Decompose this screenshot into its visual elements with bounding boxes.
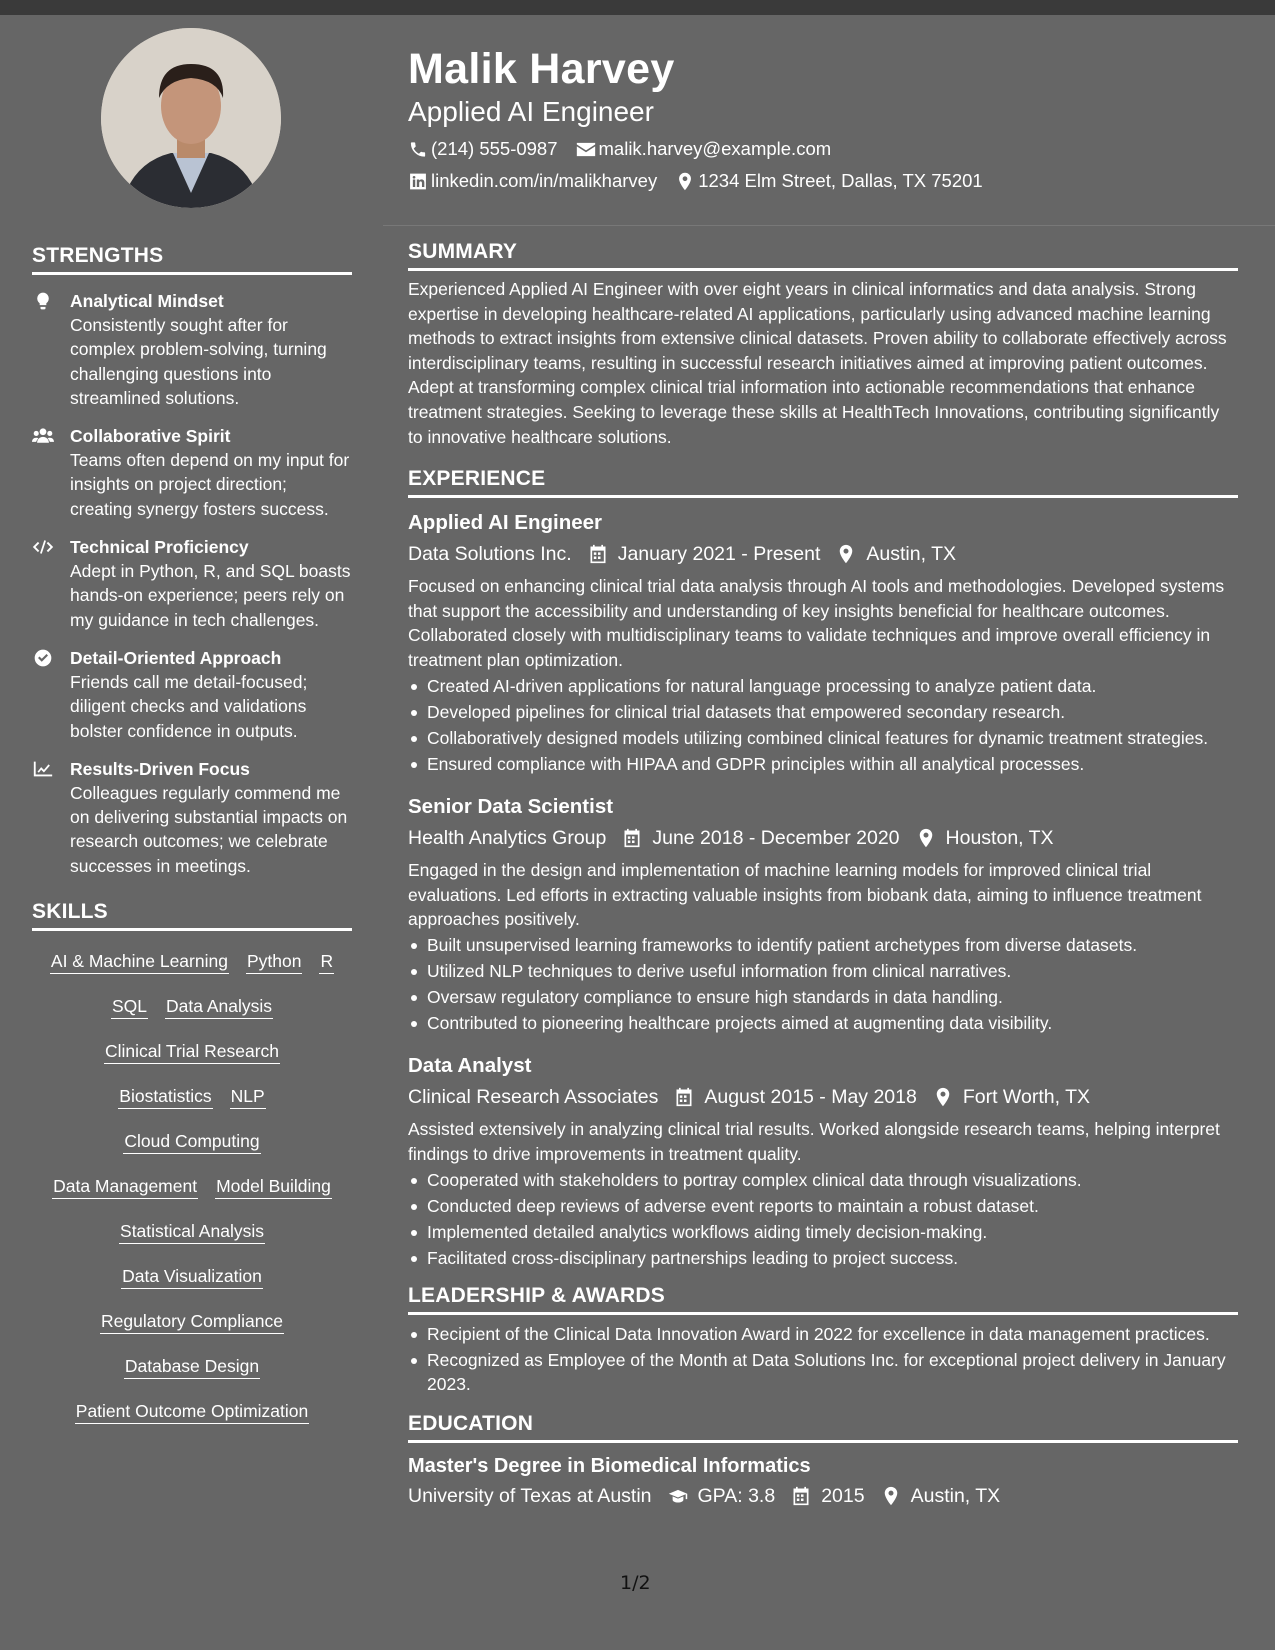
avatar	[101, 28, 281, 208]
degree-title: Master's Degree in Biomedical Informatics	[408, 1454, 811, 1477]
strength-title: Detail-Oriented Approach	[70, 647, 282, 668]
chart-line-icon	[32, 757, 70, 878]
candidate-role: Applied AI Engineer	[408, 96, 654, 127]
job-title: Senior Data Scientist	[408, 794, 614, 818]
list-item: Recognized as Employee of the Month at Data Solutions Inc. for exceptional project delivery in January 2023.	[408, 1348, 1238, 1397]
graduation-cap-icon	[668, 1486, 688, 1506]
strength-item	[32, 535, 352, 632]
strengths-heading: STRENGTHS	[32, 244, 352, 275]
email-contact[interactable]	[576, 137, 832, 161]
job-entry	[408, 793, 1238, 1036]
right-column	[408, 240, 1238, 1509]
linkedin-text[interactable]: linkedin.com/in/malikharvey	[431, 170, 658, 191]
strength-item	[32, 646, 352, 743]
map-marker-icon	[916, 828, 936, 848]
candidate-name: Malik Harvey	[408, 45, 675, 93]
awards-list	[408, 1322, 1238, 1397]
map-marker-icon	[881, 1486, 901, 1506]
job-dates: August 2015 - May 2018	[704, 1086, 917, 1109]
skills-list	[32, 939, 352, 1434]
list-item: Facilitated cross-disciplinary partnerships leading to project success.	[408, 1246, 1238, 1271]
skill-tag: Data Visualization	[121, 1265, 263, 1289]
job-company: Clinical Research Associates	[408, 1086, 659, 1109]
envelope-icon	[576, 140, 596, 159]
job-bullets	[408, 933, 1238, 1036]
job-location: Fort Worth, TX	[962, 1086, 1090, 1109]
education-section	[408, 1412, 1238, 1509]
linkedin-icon	[408, 172, 428, 191]
phone-contact	[408, 137, 558, 161]
job-title: Data Analyst	[408, 1054, 532, 1078]
top-bar	[0, 0, 1275, 15]
phone-icon	[408, 140, 428, 159]
school-name: University of Texas at Austin	[408, 1484, 652, 1507]
list-item: Conducted deep reviews of adverse event reports to maintain a robust dataset.	[408, 1194, 1238, 1219]
list-item: Recipient of the Clinical Data Innovation Award in 2022 for excellence in data management practices.	[408, 1322, 1238, 1347]
job-description: Assisted extensively in analyzing clinical trial results. Worked alongside research teams, helping interpret findings to drive improvements in treatment quality.	[408, 1119, 1220, 1164]
job-title: Applied AI Engineer	[408, 511, 603, 535]
job-entry	[408, 1052, 1238, 1271]
code-icon	[32, 535, 70, 632]
strength-title: Results-Driven Focus	[70, 758, 250, 779]
job-location: Austin, TX	[866, 543, 956, 566]
skill-tag: AI & Machine Learning	[50, 950, 229, 974]
resume-header	[408, 42, 1238, 193]
map-marker-icon	[836, 544, 856, 564]
skill-tag: Cloud Computing	[123, 1130, 260, 1154]
skill-tag: Database Design	[124, 1355, 260, 1379]
job-dates: January 2021 - Present	[617, 543, 821, 566]
list-item: Implemented detailed analytics workflows aiding timely decision-making.	[408, 1220, 1238, 1245]
school-location: Austin, TX	[910, 1484, 1001, 1507]
page-number: 1/2	[620, 1572, 651, 1594]
strength-desc: Colleagues regularly commend me on delivering substantial impacts on research outcomes; we celebrate successes in meetings.	[70, 782, 348, 876]
job-entry	[408, 509, 1238, 777]
strength-item	[32, 289, 352, 410]
address-contact	[675, 169, 983, 193]
job-company: Health Analytics Group	[408, 826, 607, 849]
strength-title: Collaborative Spirit	[70, 426, 231, 447]
skill-tag: Regulatory Compliance	[100, 1310, 284, 1334]
lightbulb-icon	[32, 289, 70, 410]
job-company: Data Solutions Inc.	[408, 543, 572, 566]
summary-text: Experienced Applied AI Engineer with over eight years in clinical informatics and data analysis. Strong expertise in developing healthcare-related AI applications, particularly using advanced machine learning methods to extract insights from extensive clinical datasets. Proven ability to collaborate effectively across interdisciplinary teams, resulting in successful research initiatives aimed at improving patient outcomes. Adept at transforming complex clinical trial information into actionable recommendations that enhance treatment strategies. Seeking to leverage these skills at HealthTech Innovations, contributing significantly to innovative healthcare solutions.	[408, 279, 1227, 447]
list-item: Contributed to pioneering healthcare projects aimed at augmenting data visibility.	[408, 1011, 1238, 1036]
users-icon	[32, 424, 70, 521]
awards-heading: LEADERSHIP & AWARDS	[408, 1284, 1238, 1315]
graduation-year: 2015	[821, 1484, 865, 1507]
check-circle-icon	[32, 646, 70, 743]
skill-tag: Biostatistics	[118, 1085, 212, 1109]
skill-tag: SQL	[111, 995, 148, 1019]
skill-tag: Model Building	[215, 1175, 332, 1199]
left-column	[32, 28, 352, 1434]
calendar-icon	[791, 1486, 811, 1506]
skills-heading: SKILLS	[32, 900, 352, 931]
map-marker-icon	[675, 172, 695, 191]
job-description: Focused on enhancing clinical trial data analysis through AI tools and methodologies. Developed systems that support the accessibility and understanding of key insights beneficial for healthcare outcomes. Collaborated closely with multidisciplinary teams to validate techniques and improve overall efficiency in treatment plan optimization.	[408, 576, 1225, 670]
job-location: Houston, TX	[945, 826, 1054, 849]
awards-section	[408, 1284, 1238, 1397]
skill-tag: Python	[246, 950, 302, 974]
strength-item	[32, 757, 352, 878]
experience-heading: EXPERIENCE	[408, 467, 1238, 498]
email-text[interactable]: malik.harvey@example.com	[598, 138, 832, 159]
experience-section	[408, 467, 1238, 1270]
list-item: Collaboratively designed models utilizing combined clinical features for dynamic treatment strategies.	[408, 726, 1238, 751]
job-bullets	[408, 674, 1238, 777]
strength-title: Analytical Mindset	[70, 291, 224, 311]
summary-heading: SUMMARY	[408, 240, 1238, 271]
phone-text: (214) 555-0987	[431, 138, 558, 159]
strength-desc: Consistently sought after for complex problem-solving, turning challenging questions into streamlined solutions.	[70, 315, 327, 408]
skill-tag: Statistical Analysis	[119, 1220, 265, 1244]
job-bullets	[408, 1168, 1238, 1271]
skill-tag: Data Management	[52, 1175, 198, 1199]
list-item: Cooperated with stakeholders to portray complex clinical data through visualizations.	[408, 1168, 1238, 1193]
strength-desc: Teams often depend on my input for insights on project direction; creating synergy fosters success.	[70, 450, 350, 519]
list-item: Created AI-driven applications for natural language processing to analyze patient data.	[408, 674, 1238, 699]
strength-item	[32, 424, 352, 521]
linkedin-contact[interactable]	[408, 169, 657, 193]
map-marker-icon	[933, 1087, 953, 1107]
list-item: Utilized NLP techniques to derive useful information from clinical narratives.	[408, 959, 1238, 984]
calendar-icon	[622, 828, 642, 848]
education-heading: EDUCATION	[408, 1412, 1238, 1443]
skill-tag: Data Analysis	[165, 995, 273, 1019]
job-description: Engaged in the design and implementation of machine learning models for improved clinical trial evaluations. Led efforts in extracting valuable insights from biobank data, aiming to influence treatment approaches positively.	[408, 859, 1202, 930]
skill-tag: Patient Outcome Optimization	[75, 1400, 309, 1424]
strength-desc: Friends call me detail-focused; diligent checks and validations bolster confidence in outputs.	[70, 671, 308, 741]
list-item: Built unsupervised learning frameworks to identify patient archetypes from diverse datasets.	[408, 933, 1238, 958]
list-item: Developed pipelines for clinical trial datasets that empowered secondary research.	[408, 700, 1238, 725]
list-item: Oversaw regulatory compliance to ensure high standards in data handling.	[408, 985, 1238, 1010]
address-text: 1234 Elm Street, Dallas, TX 75201	[698, 170, 983, 191]
calendar-icon	[674, 1087, 694, 1107]
skill-tag: Clinical Trial Research	[104, 1040, 280, 1064]
skill-tag: NLP	[230, 1085, 266, 1109]
strength-title: Technical Proficiency	[70, 537, 249, 558]
header-divider	[383, 225, 1275, 226]
list-item: Ensured compliance with HIPAA and GDPR principles within all analytical processes.	[408, 752, 1238, 777]
gpa-text: GPA: 3.8	[697, 1484, 776, 1507]
job-dates: June 2018 - December 2020	[652, 826, 900, 849]
calendar-icon	[588, 544, 608, 564]
skill-tag: R	[319, 950, 334, 974]
strength-desc: Adept in Python, R, and SQL boasts hands-on experience; peers rely on my guidance in tech challenges.	[70, 561, 351, 630]
